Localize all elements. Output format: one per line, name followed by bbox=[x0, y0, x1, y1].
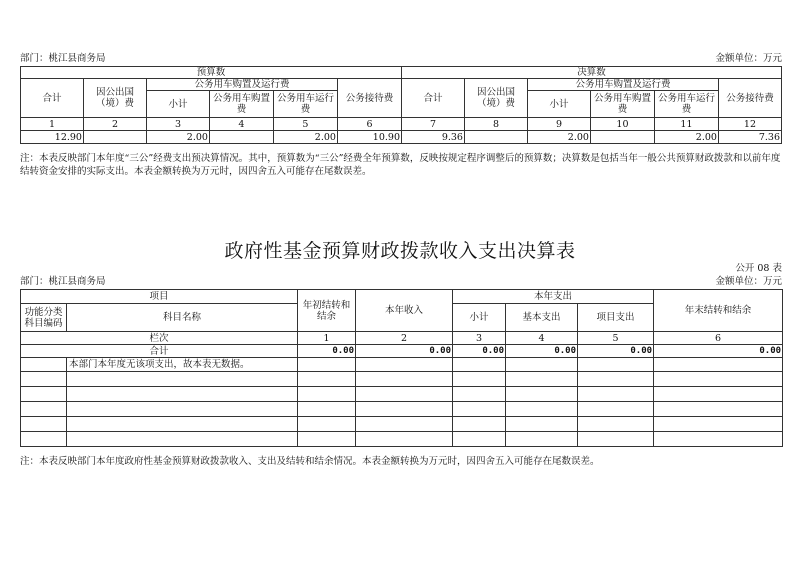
unit-label-1: 金额单位：万元 bbox=[715, 53, 782, 64]
col-index: 2 bbox=[83, 118, 146, 131]
value-cell: 9.36 bbox=[402, 131, 465, 144]
col-index: 9 bbox=[527, 118, 590, 131]
table-row bbox=[21, 417, 783, 432]
budget-operation-header: 公务用车运行费 bbox=[273, 91, 337, 118]
table-row bbox=[21, 387, 783, 402]
value-cell: 0.00 bbox=[453, 345, 506, 358]
func-code-header: 功能分类科目编码 bbox=[21, 304, 67, 332]
total-label: 合计 bbox=[21, 345, 298, 358]
basic-expense-header: 基本支出 bbox=[506, 304, 578, 332]
budget-vehicle-group-header: 公务用车购置及运行费 bbox=[146, 79, 337, 91]
page-title: 政府性基金预算财政拨款收入支出决算表 bbox=[224, 240, 576, 262]
final-operation-header: 公务用车运行费 bbox=[654, 91, 718, 118]
expense-subtotal-header: 小计 bbox=[453, 304, 506, 332]
project-expense-header: 项目支出 bbox=[578, 304, 654, 332]
value-cell: 7.36 bbox=[718, 131, 781, 144]
row-index-label: 栏次 bbox=[21, 332, 298, 345]
expense-group-header: 本年支出 bbox=[453, 290, 654, 304]
col-index: 1 bbox=[21, 118, 84, 131]
dept-label-2: 部门：桃江县商务局 bbox=[20, 276, 106, 287]
value-cell: 0.00 bbox=[578, 345, 654, 358]
table-row bbox=[21, 358, 783, 372]
empty-data-note: 本部门本年度无该项支出，故本表无数据。 bbox=[67, 358, 298, 372]
col-index: 11 bbox=[654, 118, 718, 131]
final-reception-header: 公务接待费 bbox=[718, 79, 781, 118]
final-purchase-header: 公务用车购置费 bbox=[590, 91, 654, 118]
col-index: 4 bbox=[506, 332, 578, 345]
value-cell: 2.00 bbox=[273, 131, 337, 144]
budget-reception-header: 公务接待费 bbox=[337, 79, 401, 118]
value-cell: 10.90 bbox=[337, 131, 401, 144]
table-row bbox=[21, 432, 783, 447]
budget-total-header: 合计 bbox=[21, 79, 84, 118]
col-index: 5 bbox=[273, 118, 337, 131]
value-cell bbox=[590, 131, 654, 144]
table-row bbox=[21, 131, 782, 144]
budget-subtotal-header: 小计 bbox=[146, 91, 209, 118]
value-cell: 12.90 bbox=[21, 131, 84, 144]
final-total-header: 合计 bbox=[402, 79, 465, 118]
col-index: 12 bbox=[718, 118, 781, 131]
income-header: 本年收入 bbox=[356, 290, 453, 332]
col-index: 6 bbox=[654, 332, 783, 345]
value-cell: 0.00 bbox=[654, 345, 783, 358]
col-index: 2 bbox=[356, 332, 453, 345]
value-cell: 2.00 bbox=[146, 131, 209, 144]
col-index: 3 bbox=[453, 332, 506, 345]
col-index: 8 bbox=[464, 118, 527, 131]
value-cell: 0.00 bbox=[298, 345, 356, 358]
item-header: 项目 bbox=[21, 290, 298, 304]
budget-purchase-header: 公务用车购置费 bbox=[209, 91, 273, 118]
begin-balance-header: 年初结转和结余 bbox=[298, 290, 356, 332]
value-cell: 0.00 bbox=[356, 345, 453, 358]
value-cell: 0.00 bbox=[506, 345, 578, 358]
budget-group-header: 预算数 bbox=[21, 67, 402, 79]
value-cell bbox=[464, 131, 527, 144]
value-cell bbox=[83, 131, 146, 144]
final-group-header: 决算数 bbox=[402, 67, 782, 79]
three-expense-table bbox=[20, 66, 782, 144]
col-index: 10 bbox=[590, 118, 654, 131]
table-row bbox=[21, 402, 783, 417]
table2-note: 注：本表反映部门本年度政府性基金预算财政拨款收入、支出及结转和结余情况。本表金额转换为万元时，因四舍五入可能存在尾数误差。 bbox=[20, 456, 600, 467]
col-index: 1 bbox=[298, 332, 356, 345]
budget-abroad-header: 因公出国（境）费 bbox=[83, 79, 146, 118]
unit-label-2: 金额单位：万元 bbox=[715, 276, 782, 287]
value-cell: 2.00 bbox=[527, 131, 590, 144]
value-cell bbox=[209, 131, 273, 144]
subject-name-header: 科目名称 bbox=[67, 304, 298, 332]
final-vehicle-group-header: 公务用车购置及运行费 bbox=[527, 79, 718, 91]
gov-fund-table bbox=[20, 289, 783, 447]
col-index: 4 bbox=[209, 118, 273, 131]
col-index: 5 bbox=[578, 332, 654, 345]
table1-note: 注：本表反映部门本年度“三公”经费支出预决算情况。其中，预算数为“三公”经费全年预算数，反映按规定程序调整后的预算数；决算数是包括当年一般公共预算财政拨款和以前年度结转资金安排的实际支出。本表金额转换为万元时，因四舍五入可能存在尾数误差。 bbox=[20, 153, 781, 177]
end-balance-header: 年末结转和结余 bbox=[654, 290, 783, 332]
col-index: 6 bbox=[337, 118, 401, 131]
table-row bbox=[21, 345, 783, 358]
final-abroad-header: 因公出国（境）费 bbox=[464, 79, 527, 118]
final-subtotal-header: 小计 bbox=[527, 91, 590, 118]
form-code: 公开 08 表 bbox=[735, 263, 782, 274]
col-index: 3 bbox=[146, 118, 209, 131]
table-row bbox=[21, 372, 783, 387]
value-cell: 2.00 bbox=[654, 131, 718, 144]
col-index: 7 bbox=[402, 118, 465, 131]
dept-label-1: 部门：桃江县商务局 bbox=[20, 53, 106, 64]
